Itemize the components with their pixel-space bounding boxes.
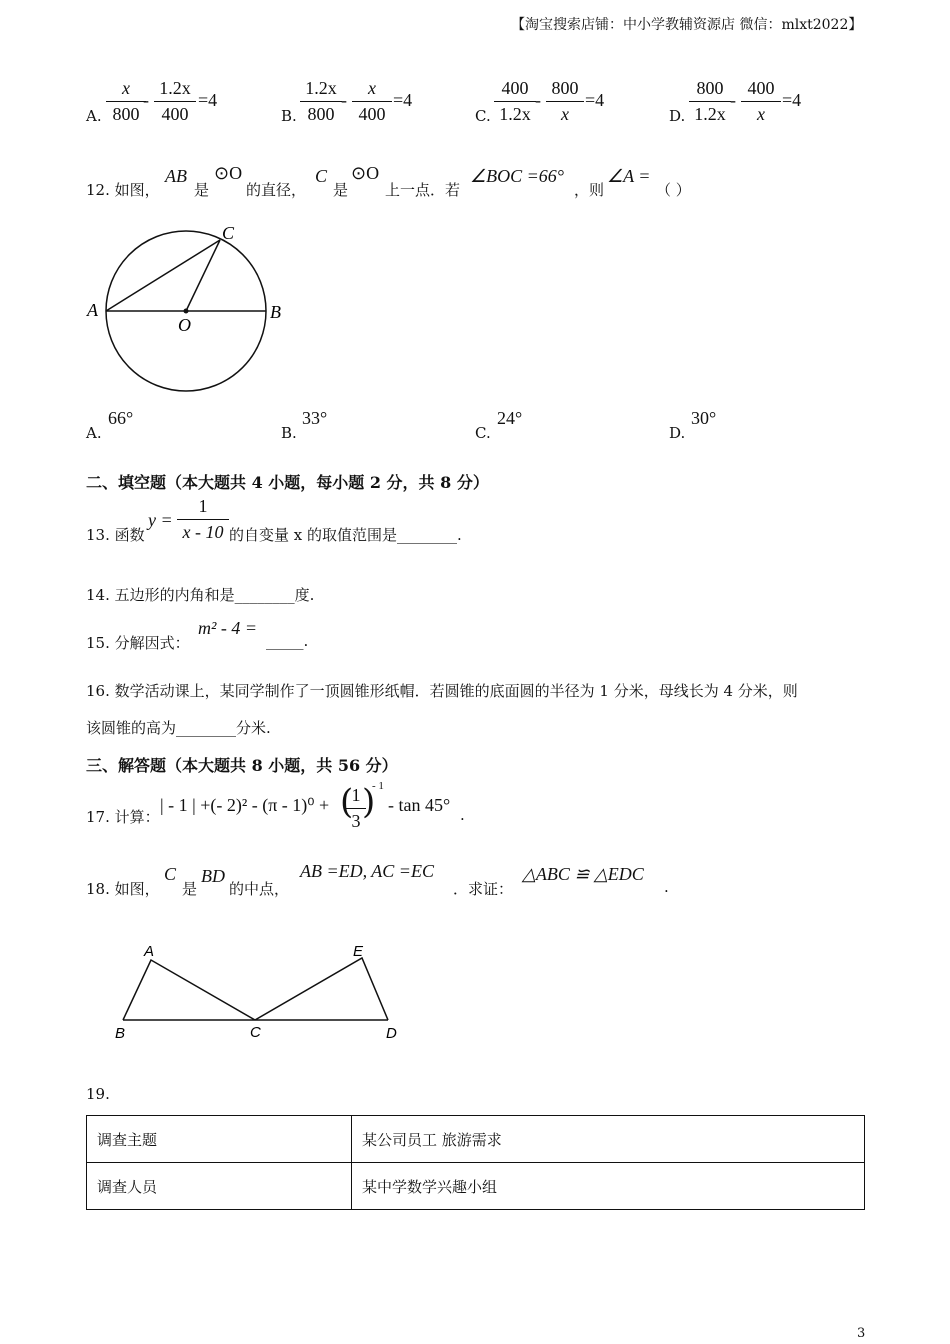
- q12-option-a-label: A.: [86, 424, 102, 442]
- table-cell-key: 调查人员: [87, 1163, 352, 1210]
- q12-text-1: 12. 如图，: [86, 181, 160, 199]
- label-c: C: [250, 1024, 261, 1041]
- q11-option-a-frac1: $\frac{x}{800}$: [106, 78, 146, 125]
- q11-option-b-frac2: $\frac{x}{400}$: [352, 78, 392, 125]
- q12-angle-a: ∠A =: [607, 166, 651, 186]
- q11-option-d-label: D.: [669, 107, 686, 125]
- q11-option-c-rhs: =4: [585, 90, 605, 110]
- q13-suffix: 的自变量 x 的取值范围是________.: [229, 526, 462, 544]
- q13-prefix: 13. 函数: [86, 526, 145, 544]
- table-row: [87, 1163, 865, 1210]
- q12-answer-paren: （ ）: [656, 181, 691, 199]
- q16-line-1: 16. 数学活动课上，某同学制作了一顶圆锥形纸帽．若圆锥的底面圆的半径为 1 分米，母线长为 4 分米，则: [86, 682, 798, 700]
- q11-option-b-op: -: [341, 90, 347, 110]
- q12-option-a-value: 66°: [108, 408, 134, 428]
- table-row: [87, 1116, 865, 1163]
- q17-prefix: 17. 计算：: [86, 808, 160, 826]
- q12-angle-boc: ∠BOC =66°: [470, 166, 564, 186]
- label-a: A: [87, 300, 98, 320]
- section-2-title: 二、填空题（本大题共 4 小题，每小题 2 分，共 8 分）: [86, 473, 489, 492]
- q11-option-a-frac2: $\frac{1.2x}{400}$: [154, 78, 196, 125]
- q11-option-c-frac1: $\frac{400}{1.2x}$: [494, 78, 536, 125]
- q11-option-c-frac2: $\frac{800}{x}$: [546, 78, 584, 125]
- q12-ab: AB: [165, 166, 187, 186]
- q12-c: C: [315, 166, 328, 186]
- triangle-edc: [255, 958, 388, 1020]
- q11-option-a-op: -: [143, 90, 149, 110]
- q19-label: 19.: [86, 1085, 110, 1103]
- label-e: E: [353, 943, 364, 960]
- q12-option-b-label: B.: [281, 424, 297, 442]
- q11-option-b-rhs: =4: [393, 90, 413, 110]
- q13-fraction: $\frac{1}{x - 10}$: [177, 496, 229, 543]
- q12-circle-o: ⊙O: [214, 163, 243, 183]
- q12-circle-figure: [80, 218, 300, 403]
- q11-option-a-label: A.: [86, 107, 102, 125]
- q17-paren-right: ): [362, 782, 376, 822]
- section-3-title: 三、解答题（本大题共 8 小题，共 56 分）: [86, 756, 398, 775]
- q15-prefix: 15. 分解因式：: [86, 634, 190, 652]
- q18-triangles-figure: [110, 938, 410, 1048]
- q11-option-a-rhs: =4: [198, 90, 218, 110]
- q14-text: 14. 五边形的内角和是________度.: [86, 586, 315, 604]
- label-b: B: [115, 1025, 126, 1042]
- q12-text-5: 上一点．若: [385, 181, 461, 199]
- label-c: C: [222, 223, 235, 243]
- q12-text-3: 的直径，: [246, 181, 307, 199]
- q12-option-d-label: D.: [669, 424, 686, 442]
- q12-option-b-value: 33°: [302, 408, 328, 428]
- label-o: O: [178, 315, 191, 335]
- q17-exponent: - 1: [372, 780, 384, 792]
- q18-text-4: ．求证：: [453, 880, 514, 898]
- q18-condition: AB =ED, AC =EC: [300, 861, 434, 881]
- q12-circle-o-2: ⊙O: [351, 163, 380, 183]
- q11-option-b-frac1: $\frac{1.2x}{800}$: [300, 78, 342, 125]
- q17-expression-1: | - 1 | +(- 2)² - (π - 1)⁰ +: [160, 795, 330, 815]
- header-watermark: 【淘宝搜索店铺：中小学教辅资源店 微信：mlxt2022】: [511, 17, 863, 33]
- table-cell-value: 某中学数学兴趣小组: [352, 1163, 865, 1210]
- q11-option-d-frac2: $\frac{400}{x}$: [741, 78, 781, 125]
- q18-c: C: [164, 864, 177, 884]
- triangle-abc: [123, 960, 255, 1020]
- center-point: [184, 309, 189, 314]
- q17-period: .: [460, 806, 465, 824]
- q17-expression-2: - tan 45°: [388, 795, 451, 815]
- q11-option-c-op: -: [535, 90, 541, 110]
- q18-text-3: 的中点，: [229, 880, 290, 898]
- q11-option-d-op: -: [730, 90, 736, 110]
- q16-line-2: 该圆锥的高为________分米.: [86, 719, 271, 737]
- table-cell-key: 调查主题: [87, 1116, 352, 1163]
- q11-option-b-label: B.: [281, 107, 297, 125]
- q12-text-6: ，则: [574, 181, 605, 199]
- q18-text-2: 是: [182, 880, 198, 898]
- q11-option-d-frac1: $\frac{800}{1.2x}$: [689, 78, 731, 125]
- q12-option-c-label: C.: [475, 424, 491, 442]
- q15-blank: _____.: [266, 632, 309, 650]
- q18-period: .: [664, 878, 669, 896]
- label-a: A: [144, 943, 155, 960]
- q12-text-4: 是: [333, 181, 349, 199]
- q19-survey-table: [86, 1115, 865, 1210]
- label-b: B: [270, 302, 281, 322]
- q12-option-c-value: 24°: [497, 408, 523, 428]
- q12-text-2: 是: [194, 181, 210, 199]
- q11-option-d-rhs: =4: [782, 90, 802, 110]
- table-cell-value: 某公司员工 旅游需求: [352, 1116, 865, 1163]
- q12-option-d-value: 30°: [691, 408, 717, 428]
- q11-option-c-label: C.: [475, 107, 491, 125]
- q18-text-1: 18. 如图，: [86, 880, 160, 898]
- q17-paren-left: (: [340, 782, 354, 822]
- q13-y: y =: [148, 510, 173, 530]
- q17-fraction: $\frac{1}{3}$: [346, 785, 366, 832]
- label-d: D: [386, 1025, 397, 1042]
- q18-bd: BD: [201, 866, 225, 886]
- page-number: 3: [857, 1326, 866, 1341]
- q15-expression: m² - 4 =: [198, 618, 258, 638]
- q18-conclusion: △ABC ≌ △EDC: [522, 864, 644, 884]
